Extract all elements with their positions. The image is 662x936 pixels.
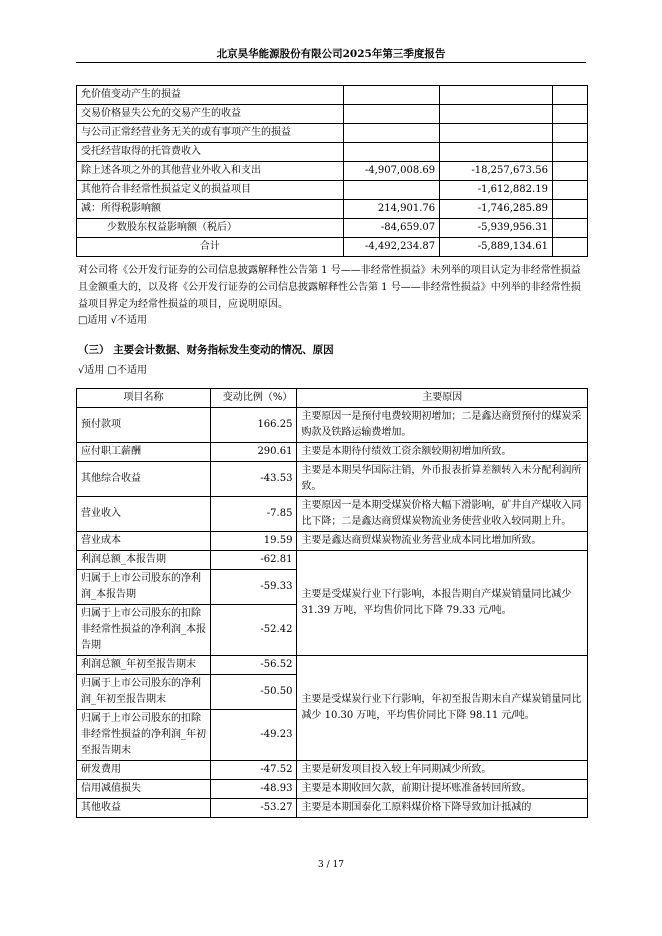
ratio-cell: 166.25 xyxy=(211,408,297,443)
table-row xyxy=(77,799,588,818)
item-name-cell: 归属于上市公司股东的扣除非经常性损益的净利润_年初至报告期末 xyxy=(77,710,211,761)
merged-reason-cell: 主要是受煤炭行业下行影响，本报告期自产煤炭销量同比减少 31.39 万吨，平均售价同比下降 79.33 元/吨。 xyxy=(297,551,588,656)
non-recurring-items-table xyxy=(76,85,588,257)
note-cell xyxy=(552,162,587,181)
table-row xyxy=(77,656,588,675)
ratio-cell: 19.59 xyxy=(211,532,297,551)
item-name-cell: 归属于上市公司股东的净利润_年初至报告期末 xyxy=(77,675,211,710)
item-name-cell: 利润总额_本报告期 xyxy=(77,551,211,570)
ratio-cell: 290.61 xyxy=(211,443,297,462)
item-cell: 交易价格显失公允的交易产生的收益 xyxy=(77,105,344,124)
note-cell xyxy=(552,200,587,219)
note-cell xyxy=(552,143,587,162)
note-cell xyxy=(552,219,587,238)
header-cell: 变动比例（%） xyxy=(211,389,297,408)
item-name-cell: 归属于上市公司股东的净利润_本报告期 xyxy=(77,570,211,605)
ytd-value-cell xyxy=(440,124,553,143)
section-applicability-options: √适用 □不适用 xyxy=(78,365,147,376)
item-cell: 与公司正常经营业务无关的或有事项产生的损益 xyxy=(77,124,344,143)
item-cell: 允价值变动产生的损益 xyxy=(77,86,344,105)
change-analysis-table xyxy=(76,388,588,818)
table-row xyxy=(77,532,588,551)
ratio-cell: -50.50 xyxy=(211,675,297,710)
table-row xyxy=(77,162,588,181)
current-value-cell: -4,907,008.69 xyxy=(343,162,439,181)
item-cell: 其他符合非经常性损益定义的损益项目 xyxy=(77,181,344,200)
current-value-cell xyxy=(343,105,439,124)
item-name-cell: 预付款项 xyxy=(77,408,211,443)
ytd-value-cell: -5,889,134.61 xyxy=(440,238,553,257)
item-name-cell: 其他综合收益 xyxy=(77,462,211,497)
applicability-options: □适用 √不适用 xyxy=(78,315,147,326)
ratio-cell: -62.81 xyxy=(211,551,297,570)
current-value-cell xyxy=(343,86,439,105)
item-name-cell: 信用减值损失 xyxy=(77,780,211,799)
item-cell: 除上述各项之外的其他营业外收入和支出 xyxy=(77,162,344,181)
reason-cell: 主要原因一是预付电费较期初增加；二是鑫达商贸预付的煤炭采购款及铁路运输费增加。 xyxy=(297,408,588,443)
merged-reason-cell: 主要是受煤炭行业下行影响，年初至报告期末自产煤炭销量同比减少 10.30 万吨，平均售价同比下降 98.11 元/吨。 xyxy=(297,656,588,761)
reason-cell: 主要是本期待付绩效工资余额较期初增加所致。 xyxy=(297,443,588,462)
item-name-cell: 营业成本 xyxy=(77,532,211,551)
ratio-cell: -43.53 xyxy=(211,462,297,497)
item-name-cell: 利润总额_年初至报告期末 xyxy=(77,656,211,675)
item-cell: 减：所得税影响额 xyxy=(77,200,344,219)
current-value-cell xyxy=(343,181,439,200)
page-number: 3 / 17 xyxy=(318,860,344,870)
table-row xyxy=(77,780,588,799)
ytd-value-cell xyxy=(440,143,553,162)
page-header xyxy=(76,46,586,63)
current-value-cell: -84,659.07 xyxy=(343,219,439,238)
reason-cell: 主要是本期昊华国际注销，外币报表折算差额转入未分配利润所致。 xyxy=(297,462,588,497)
ytd-value-cell: -1,746,285.89 xyxy=(440,200,553,219)
ytd-value-cell: -1,612,882.19 xyxy=(440,181,553,200)
table-row xyxy=(77,551,588,570)
current-value-cell xyxy=(343,143,439,162)
table-row xyxy=(77,124,588,143)
ytd-value-cell: -18,257,673.56 xyxy=(440,162,553,181)
report-title: 北京昊华能源股份有限公司2025年第三季度报告 xyxy=(216,48,446,60)
section-heading: （三） 主要会计数据、财务指标发生变动的情况、原因 xyxy=(78,344,334,356)
ratio-cell: -7.85 xyxy=(211,497,297,532)
note-cell xyxy=(552,124,587,143)
item-name-cell: 应付职工薪酬 xyxy=(77,443,211,462)
reason-cell: 主要是本期国泰化工原料煤价格下降导致加计抵减的 xyxy=(297,799,588,818)
disclosure-note: 对公司将《公开发行证券的公司信息披露解释性公告第 1 号——非经常性损益》未列举的项目认定为非经常性损益且金额重大的，以及将《公开发行证券的公司信息披露解释性公告第 1 号——非经常性损益》中列举的非经常性损益项目界定为经常性损益的项目，应说明原因。 xyxy=(78,265,581,310)
table-row xyxy=(77,181,588,200)
header-cell: 主要原因 xyxy=(297,389,588,408)
table-row xyxy=(77,200,588,219)
item-name-cell: 其他收益 xyxy=(77,799,211,818)
item-cell: 合计 xyxy=(77,238,344,257)
ratio-cell: -52.42 xyxy=(211,605,297,656)
table-row xyxy=(77,443,588,462)
reason-cell: 主要原因一是本期受煤炭价格大幅下滑影响，矿井自产煤收入同比下降；二是鑫达商贸煤炭物流业务使营业收入较同期上升。 xyxy=(297,497,588,532)
note-cell xyxy=(552,181,587,200)
ratio-cell: -49.23 xyxy=(211,710,297,761)
ratio-cell: -48.93 xyxy=(211,780,297,799)
table-row xyxy=(77,86,588,105)
item-name-cell: 归属于上市公司股东的扣除非经常性损益的净利润_本报告期 xyxy=(77,605,211,656)
table-row xyxy=(77,761,588,780)
item-cell: 少数股东权益影响额（税后） xyxy=(77,219,344,238)
table-row xyxy=(77,143,588,162)
current-value-cell: 214,901.76 xyxy=(343,200,439,219)
reason-cell: 主要是鑫达商贸煤炭物流业务营业成本同比增加所致。 xyxy=(297,532,588,551)
current-value-cell: -4,492,234.87 xyxy=(343,238,439,257)
reason-cell: 主要是本期收回欠款，前期计提坏账准备转回所致。 xyxy=(297,780,588,799)
ratio-cell: -53.27 xyxy=(211,799,297,818)
item-name-cell: 营业收入 xyxy=(77,497,211,532)
ratio-cell: -47.52 xyxy=(211,761,297,780)
table-row xyxy=(77,219,588,238)
ytd-value-cell xyxy=(440,86,553,105)
table-row xyxy=(77,105,588,124)
table-row xyxy=(77,408,588,443)
table-row xyxy=(77,462,588,497)
reason-cell: 主要是研发项目投入较上年同期减少所致。 xyxy=(297,761,588,780)
table-row-total xyxy=(77,238,588,257)
table-row xyxy=(77,497,588,532)
ratio-cell: -59.33 xyxy=(211,570,297,605)
note-cell xyxy=(552,238,587,257)
ytd-value-cell: -5,939,956.31 xyxy=(440,219,553,238)
ratio-cell: -56.52 xyxy=(211,656,297,675)
current-value-cell xyxy=(343,124,439,143)
note-cell xyxy=(552,86,587,105)
note-cell xyxy=(552,105,587,124)
ytd-value-cell xyxy=(440,105,553,124)
table-header-row xyxy=(77,389,588,408)
header-cell: 项目名称 xyxy=(77,389,211,408)
item-cell: 受托经营取得的托管费收入 xyxy=(77,143,344,162)
item-name-cell: 研发费用 xyxy=(77,761,211,780)
